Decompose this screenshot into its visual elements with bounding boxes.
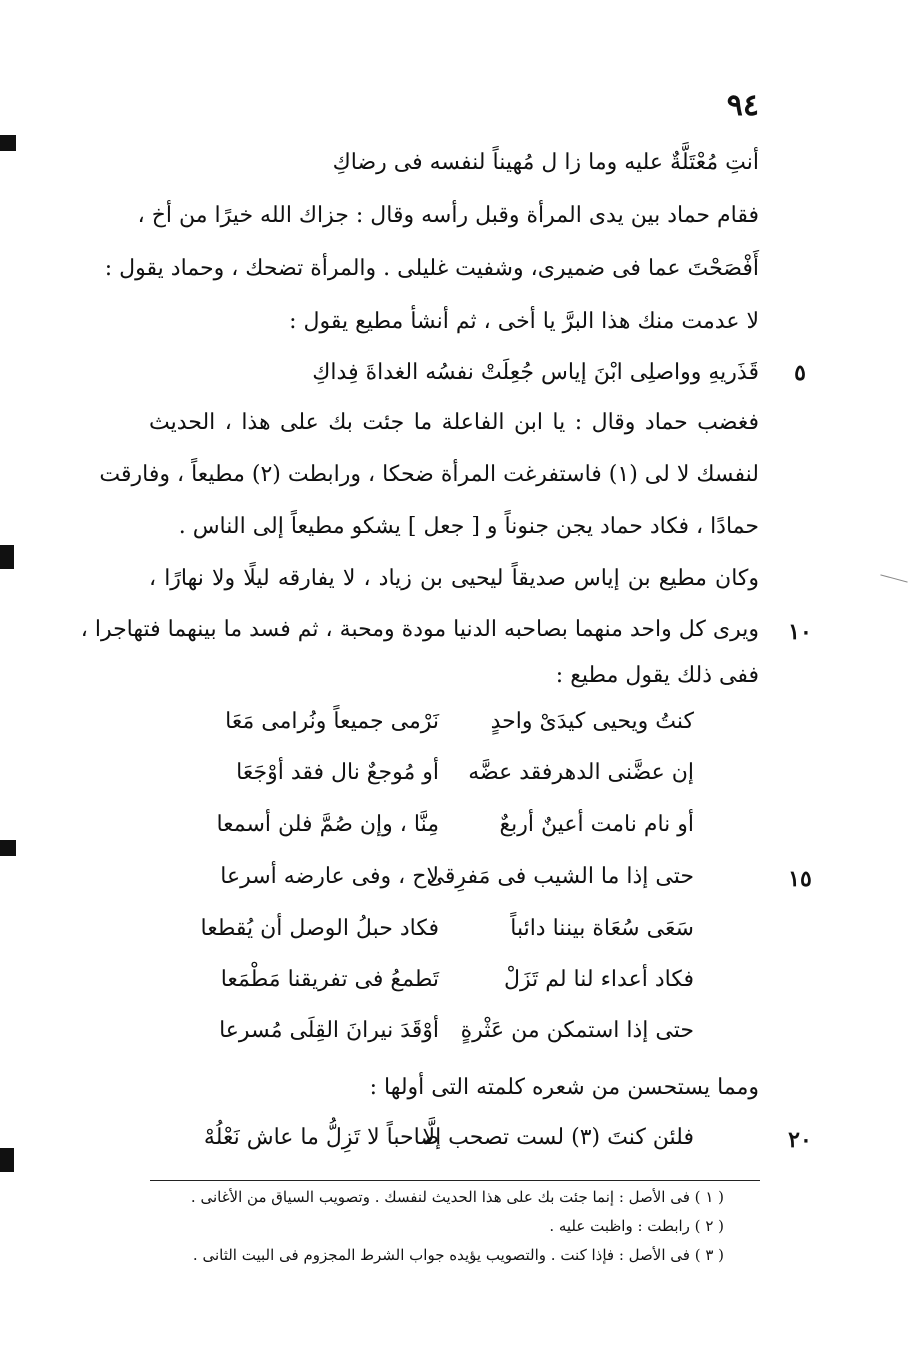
verse-second-hemistich: أو مُوجعٌ نال فقد أوْجَعَا xyxy=(236,760,439,785)
text-line: قَذَريهِ وواصلِى ابْنَ إياس جُعِلَتْ نفسُه الغداةَ فِداكِ xyxy=(312,360,759,385)
text-line: أَفْصَحْتَ عما فى ضميرى، وشفيت غليلى . والمرأة تضحك ، وحماد يقول : xyxy=(104,256,759,281)
text-line: فغضب حماد وقال : يا ابن الفاعلة ما جئت بك على هذا ، الحديث xyxy=(149,410,759,435)
verse-second-hemistich: تَطمعُ فى تفريقنا مَطْمَعا xyxy=(220,967,439,992)
scan-mark xyxy=(0,1148,14,1172)
verse-first-hemistich: حتى إذا ما الشيب فى مَفرِقى xyxy=(426,864,694,889)
verse-first-hemistich: حتى إذا استمكن من عَثْرةٍ xyxy=(460,1018,694,1043)
verse-first-hemistich: كنتُ ويحيى كيدَىْ واحدٍ xyxy=(490,709,694,734)
text-line: حمادًا ، فكاد حماد يجن جنوناً و [ جعل ] يشكو مطيعاً إلى الناس . xyxy=(178,514,759,539)
text-line: لا عدمت منك هذا البرَّ يا أخى ، ثم أنشأ مطيع يقول : xyxy=(289,309,759,334)
scan-mark xyxy=(0,135,16,151)
text-line: ومما يستحسن من شعره كلمته التى أولها : xyxy=(369,1075,759,1100)
text-line: ويرى كل واحد منهما بصاحبه الدنيا مودة ومحبة ، ثم فسد ما بينهما فتهاجرا ، xyxy=(80,617,759,642)
verse-first-hemistich: أو نام نامت أعينٌ أربعٌ xyxy=(499,812,694,837)
text-line: لنفسك لا لى (١) فاستفرغت المرأة ضحكا ، ورابطت (٢) مطيعاً ، وفارقت xyxy=(99,462,759,487)
verse-first-hemistich: فكاد أعداء لنا لم تَزَلْ xyxy=(503,967,694,992)
text-line: ففى ذلك يقول مطيع : xyxy=(555,663,759,688)
line-number: ١٥ xyxy=(788,866,812,892)
verse-second-hemistich: فكاد حبلُ الوصل أن يُقطعا xyxy=(200,916,439,941)
footnote: ( ٢ ) رابطت : واظبت عليه . xyxy=(549,1217,724,1235)
footnote: ( ٣ ) فى الأصل : فإذا كنت . والتصويب يؤيده جواب الشرط المجزوم فى البيت الثانى . xyxy=(192,1246,724,1264)
verse-second-hemistich: صاحباً لا تَزِلُّ ما عاش نَعْلُهْ xyxy=(203,1125,439,1150)
text-line: وكان مطيع بن إياس صديقاً ليحيى بن زياد ، لا يفارقه ليلًا ولا نهارًا ، xyxy=(149,566,759,591)
verse-first-hemistich: فلئن كنتَ (٣) لست تصحب إلَّا xyxy=(422,1125,694,1150)
footnote-divider xyxy=(150,1180,760,1181)
verse-first-hemistich: سَعَى سُعَاة بيننا دائباً xyxy=(510,916,694,941)
page-number: ٩٤ xyxy=(726,88,759,123)
verse-first-hemistich: إن عضَّنى الدهرفقد عضَّه xyxy=(468,760,694,785)
verse-second-hemistich: أوْقَدَ نيرانَ القِلَى مُسرعا xyxy=(219,1018,439,1043)
line-number: ١٠ xyxy=(788,619,812,645)
line-number: ٥ xyxy=(794,360,806,386)
verse-second-hemistich: نَرْمى جميعاً ونُرامى مَعَا xyxy=(225,709,439,734)
text-line: فقام حماد بين يدى المرأة وقبل رأسه وقال : جزاك الله خيرًا من أخ ، xyxy=(137,203,759,228)
scan-guide-line xyxy=(880,574,907,582)
line-number: ٢٠ xyxy=(788,1127,812,1153)
scan-mark xyxy=(0,840,16,856)
text-line: أنتِ مُعْتَلَّةٌ عليه وما زا ل مُهيناً لنفسه فى رضاكِ xyxy=(332,150,759,175)
scan-mark xyxy=(0,545,14,569)
footnote: ( ١ ) فى الأصل : إنما جئت بك على هذا الحديث لنفسك . وتصويب السياق من الأغانى . xyxy=(190,1188,724,1206)
verse-second-hemistich: مِنَّا ، وإن صُمَّ فلن أسمعا xyxy=(216,812,439,837)
verse-second-hemistich: لاح ، وفى عارضه أسرعا xyxy=(220,864,439,889)
